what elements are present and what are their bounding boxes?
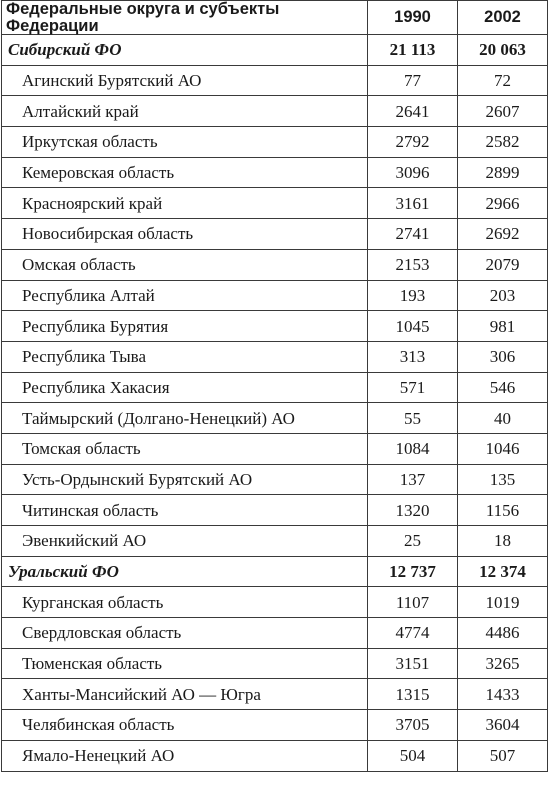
table-row [2, 526, 548, 557]
value-2002-cell: 12 374 [458, 556, 548, 587]
region-name-cell: Читинская область [2, 495, 368, 526]
value-1990-cell: 55 [368, 403, 458, 434]
table-row [2, 433, 548, 464]
value-2002-cell: 3265 [458, 648, 548, 679]
district-name-cell: Уральский ФО [2, 556, 368, 587]
value-1990-cell: 193 [368, 280, 458, 311]
table-row [2, 311, 548, 342]
region-name-cell: Новосибирская область [2, 219, 368, 250]
region-name-cell: Томская область [2, 433, 368, 464]
value-1990-cell: 77 [368, 65, 458, 96]
table-row [2, 740, 548, 771]
value-2002-cell: 2899 [458, 157, 548, 188]
region-name-cell: Свердловская область [2, 618, 368, 649]
region-name-cell: Усть-Ордынский Бурятский АО [2, 464, 368, 495]
value-1990-cell: 1107 [368, 587, 458, 618]
region-name-cell: Красноярский край [2, 188, 368, 219]
region-name-cell: Курганская область [2, 587, 368, 618]
value-2002-cell: 135 [458, 464, 548, 495]
header-year-1990-cell: 1990 [368, 1, 458, 35]
table-body [2, 35, 548, 772]
region-name-cell: Республика Тыва [2, 341, 368, 372]
district-name-cell: Сибирский ФО [2, 35, 368, 66]
table-row [2, 679, 548, 710]
value-1990-cell: 1320 [368, 495, 458, 526]
region-name-cell: Челябинская область [2, 710, 368, 741]
value-2002-cell: 1156 [458, 495, 548, 526]
region-name-cell: Тюменская область [2, 648, 368, 679]
value-2002-cell: 546 [458, 372, 548, 403]
header-name-cell: Федеральные округа и субъекты Федерации [2, 1, 368, 35]
value-2002-cell: 4486 [458, 618, 548, 649]
region-name-cell: Омская область [2, 249, 368, 280]
region-name-cell: Ямало-Ненецкий АО [2, 740, 368, 771]
table-row [2, 188, 548, 219]
population-table [1, 0, 548, 772]
value-1990-cell: 313 [368, 341, 458, 372]
value-1990-cell: 4774 [368, 618, 458, 649]
district-row [2, 35, 548, 66]
table-row [2, 464, 548, 495]
value-2002-cell: 2692 [458, 219, 548, 250]
region-name-cell: Таймырский (Долгано-Ненецкий) АО [2, 403, 368, 434]
table-row [2, 372, 548, 403]
value-1990-cell: 21 113 [368, 35, 458, 66]
region-name-cell: Агинский Бурятский АО [2, 65, 368, 96]
value-2002-cell: 1046 [458, 433, 548, 464]
value-2002-cell: 20 063 [458, 35, 548, 66]
region-name-cell: Алтайский край [2, 96, 368, 127]
value-1990-cell: 571 [368, 372, 458, 403]
region-name-cell: Ханты-Мансийский АО — Югра [2, 679, 368, 710]
value-1990-cell: 137 [368, 464, 458, 495]
value-2002-cell: 18 [458, 526, 548, 557]
value-1990-cell: 504 [368, 740, 458, 771]
value-2002-cell: 507 [458, 740, 548, 771]
value-2002-cell: 2607 [458, 96, 548, 127]
value-2002-cell: 40 [458, 403, 548, 434]
value-2002-cell: 1019 [458, 587, 548, 618]
value-2002-cell: 72 [458, 65, 548, 96]
region-name-cell: Кемеровская область [2, 157, 368, 188]
value-2002-cell: 1433 [458, 679, 548, 710]
table-row [2, 157, 548, 188]
region-name-cell: Иркутская область [2, 127, 368, 158]
value-1990-cell: 25 [368, 526, 458, 557]
value-1990-cell: 3096 [368, 157, 458, 188]
region-name-cell: Республика Алтай [2, 280, 368, 311]
value-1990-cell: 2153 [368, 249, 458, 280]
table-row [2, 495, 548, 526]
table-header-row [2, 1, 548, 35]
region-name-cell: Республика Хакасия [2, 372, 368, 403]
value-1990-cell: 1045 [368, 311, 458, 342]
table-row [2, 65, 548, 96]
value-2002-cell: 203 [458, 280, 548, 311]
table-row [2, 710, 548, 741]
value-1990-cell: 3705 [368, 710, 458, 741]
value-1990-cell: 2792 [368, 127, 458, 158]
table-row [2, 403, 548, 434]
table-row [2, 219, 548, 250]
table-row [2, 96, 548, 127]
table-row [2, 648, 548, 679]
value-2002-cell: 2079 [458, 249, 548, 280]
table-row [2, 341, 548, 372]
header-year-2002-cell: 2002 [458, 1, 548, 35]
value-1990-cell: 12 737 [368, 556, 458, 587]
value-1990-cell: 3161 [368, 188, 458, 219]
region-name-cell: Эвенкийский АО [2, 526, 368, 557]
table-row [2, 587, 548, 618]
value-1990-cell: 1315 [368, 679, 458, 710]
table-row [2, 280, 548, 311]
table-row [2, 127, 548, 158]
table-row [2, 249, 548, 280]
value-2002-cell: 306 [458, 341, 548, 372]
region-name-cell: Республика Бурятия [2, 311, 368, 342]
value-1990-cell: 2741 [368, 219, 458, 250]
value-2002-cell: 981 [458, 311, 548, 342]
district-row [2, 556, 548, 587]
value-1990-cell: 3151 [368, 648, 458, 679]
table-row [2, 618, 548, 649]
value-2002-cell: 2582 [458, 127, 548, 158]
value-2002-cell: 2966 [458, 188, 548, 219]
value-1990-cell: 2641 [368, 96, 458, 127]
value-2002-cell: 3604 [458, 710, 548, 741]
value-1990-cell: 1084 [368, 433, 458, 464]
